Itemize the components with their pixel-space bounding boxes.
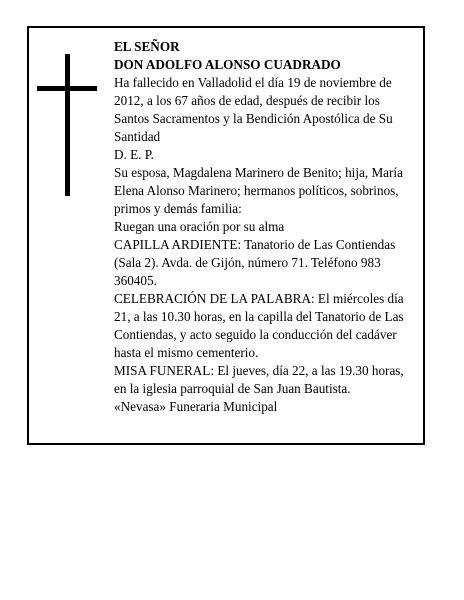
prayer-request: Ruegan una oración por su alma (114, 219, 285, 234)
chapel-info: CAPILLA ARDIENTE: Tanatorio de Las Contiendas (Sala 2). Avda. de Gijón, número 71. Teléfono 983 360405. (114, 237, 396, 288)
family-text: Su esposa, Magdalena Marinero de Benito; hija, María Elena Alonso Marinero; hermanos políticos, sobrinos, primos y demás familia: (114, 165, 403, 216)
deceased-name: DON ADOLFO ALONSO CUADRADO (114, 57, 341, 72)
funeral-mass-info: MISA FUNERAL: El jueves, día 22, a las 19.30 horas, en la iglesia parroquial de San Juan Bautista. (114, 363, 404, 396)
heading-title: EL SEÑOR (114, 39, 180, 54)
cross-vertical-bar (65, 54, 70, 196)
death-notice: Ha fallecido en Valladolid el día 19 de noviembre de 2012, a los 67 años de edad, después de recibir los Santos Sacramentos y la Bendición Apostólica de Su Santidad (114, 75, 393, 144)
celebration-info: CELEBRACIÓN DE LA PALABRA: El miércoles día 21, a las 10.30 horas, en la capilla del Tanatorio de Las Contiendas, y acto seguido la conducción del cadáver hasta el mismo cementerio. (114, 291, 404, 360)
funeral-home: «Nevasa» Funeraria Municipal (114, 399, 278, 414)
cross-horizontal-bar (37, 86, 97, 91)
rip-text: D. E. P. (114, 147, 154, 162)
obituary-text (114, 38, 414, 416)
